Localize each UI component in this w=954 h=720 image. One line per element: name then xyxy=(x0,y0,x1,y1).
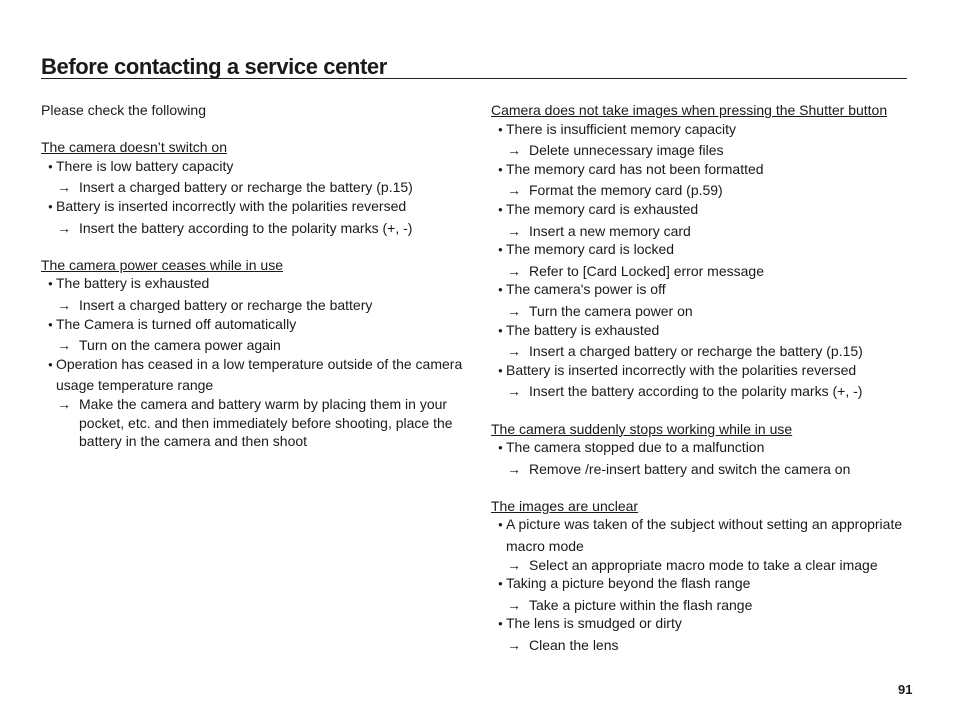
bullet-icon xyxy=(498,614,502,636)
fix-item xyxy=(491,141,911,160)
bullet-icon xyxy=(498,120,502,142)
fix-item xyxy=(41,336,471,355)
cause-item xyxy=(491,321,911,343)
cause-text: There is insufficient memory capacity xyxy=(506,120,737,137)
arrow-right-icon: → xyxy=(507,637,521,654)
fix-text: Insert a charged battery or recharge the battery (p.15) xyxy=(529,343,863,360)
right-column xyxy=(491,101,911,655)
cause-text: The memory card is locked xyxy=(506,241,675,258)
cause-item xyxy=(491,614,911,636)
fix-text: Refer to [Card Locked] error message xyxy=(529,262,764,279)
cause-text-continued: usage temperature range xyxy=(56,377,214,394)
fix-item xyxy=(491,556,911,575)
fix-text-continued: pocket, etc. and then immediately before shooting, place the xyxy=(79,414,453,431)
arrow-right-icon: → xyxy=(507,302,521,319)
cause-item xyxy=(41,315,471,337)
cause-item xyxy=(41,157,471,179)
cause-item xyxy=(491,120,911,142)
fix-item xyxy=(41,395,471,414)
cause-text-continued: macro mode xyxy=(506,538,584,555)
cause-text: The memory card is exhausted xyxy=(506,200,699,217)
cause-text: Taking a picture beyond the flash range xyxy=(506,575,751,592)
arrow-right-icon: → xyxy=(57,179,71,196)
cause-item xyxy=(491,280,911,302)
fix-item xyxy=(41,219,471,238)
fix-item xyxy=(491,382,911,401)
fix-item xyxy=(41,296,471,315)
arrow-right-icon: → xyxy=(507,556,521,573)
fix-text: Format the memory card (p.59) xyxy=(529,182,723,199)
arrow-right-icon: → xyxy=(57,296,71,313)
cause-text: A picture was taken of the subject without setting an appropriate xyxy=(506,516,903,533)
fix-item xyxy=(491,636,911,655)
cause-text: The battery is exhausted xyxy=(56,275,210,292)
cause-text: There is low battery capacity xyxy=(56,157,234,174)
fix-text: Turn on the camera power again xyxy=(79,337,281,354)
fix-text: Remove /re-insert battery and switch the camera on xyxy=(529,460,851,477)
fix-item xyxy=(491,181,911,200)
fix-item xyxy=(491,460,911,479)
section-heading: The camera doesn’t switch on xyxy=(41,139,227,156)
cause-item xyxy=(491,160,911,182)
spacer xyxy=(41,237,471,256)
cause-text: The camera stopped due to a malfunction xyxy=(506,439,765,456)
arrow-right-icon: → xyxy=(57,395,71,412)
title-rule xyxy=(41,78,907,79)
arrow-right-icon: → xyxy=(507,596,521,613)
cause-text: The camera's power is off xyxy=(506,281,666,298)
fix-text: Insert a charged battery or recharge the battery (p.15) xyxy=(79,179,413,196)
bullet-icon xyxy=(498,574,502,596)
arrow-right-icon: → xyxy=(507,383,521,400)
bullet-icon xyxy=(498,361,502,383)
arrow-right-icon: → xyxy=(57,219,71,236)
fix-item xyxy=(491,222,911,241)
arrow-right-icon: → xyxy=(507,142,521,159)
fix-text: Insert the battery according to the polarity marks (+, -) xyxy=(79,219,413,236)
fix-item xyxy=(491,342,911,361)
section-heading: The camera power ceases while in use xyxy=(41,256,284,273)
fix-text: Insert a new memory card xyxy=(529,222,691,239)
cause-item xyxy=(491,200,911,222)
arrow-right-icon: → xyxy=(507,343,521,360)
bullet-icon xyxy=(498,200,502,222)
cause-item xyxy=(41,355,471,377)
arrow-right-icon: → xyxy=(507,222,521,239)
fix-text: Take a picture within the flash range xyxy=(529,596,753,613)
left-column xyxy=(41,101,471,451)
cause-item xyxy=(491,574,911,596)
spacer xyxy=(491,401,911,420)
arrow-right-icon: → xyxy=(57,337,71,354)
bullet-icon xyxy=(498,240,502,262)
section-heading: Camera does not take images when pressing the Shutter button xyxy=(491,102,888,118)
bullet-icon xyxy=(48,157,52,179)
fix-text: Delete unnecessary image files xyxy=(529,142,724,159)
fix-text-continued: battery in the camera and then shoot xyxy=(79,433,308,450)
arrow-right-icon: → xyxy=(507,460,521,477)
bullet-icon xyxy=(498,438,502,460)
fix-item xyxy=(491,262,911,281)
bullet-icon xyxy=(498,280,502,302)
spacer xyxy=(491,478,911,497)
fix-text: Insert a charged battery or recharge the battery xyxy=(79,296,373,313)
fix-text: Select an appropriate macro mode to take a clear image xyxy=(529,556,878,573)
fix-item xyxy=(41,178,471,197)
fix-text: Make the camera and battery warm by placing them in your xyxy=(79,395,448,412)
cause-text: Battery is inserted incorrectly with the polarities reversed xyxy=(56,197,407,214)
cause-item xyxy=(41,197,471,219)
fix-item xyxy=(491,596,911,615)
cause-item xyxy=(491,515,911,537)
cause-text: Battery is inserted incorrectly with the polarities reversed xyxy=(506,361,857,378)
cause-text: Operation has ceased in a low temperature outside of the camera xyxy=(56,355,463,372)
cause-text: The lens is smudged or dirty xyxy=(506,615,682,632)
cause-text: The Camera is turned off automatically xyxy=(56,315,297,332)
page-number: 91 xyxy=(898,682,913,697)
fix-item xyxy=(491,302,911,321)
fix-text: Clean the lens xyxy=(529,637,619,654)
bullet-icon xyxy=(498,321,502,343)
page-title: Before contacting a service center xyxy=(41,54,387,79)
bullet-icon xyxy=(48,197,52,219)
section-heading: The images are unclear xyxy=(491,497,639,514)
cause-item xyxy=(491,240,911,262)
fix-text: Turn the camera power on xyxy=(529,302,693,319)
intro-text: Please check the following xyxy=(41,102,206,118)
cause-item xyxy=(491,361,911,383)
cause-text: The memory card has not been formatted xyxy=(506,160,764,177)
cause-item xyxy=(491,438,911,460)
bullet-icon xyxy=(48,315,52,337)
bullet-icon xyxy=(48,355,52,377)
cause-item xyxy=(41,274,471,296)
arrow-right-icon: → xyxy=(507,182,521,199)
spacer xyxy=(41,120,471,139)
bullet-icon xyxy=(498,515,502,537)
arrow-right-icon: → xyxy=(507,262,521,279)
section-heading: The camera suddenly stops working while in use xyxy=(491,420,793,437)
bullet-icon xyxy=(48,274,52,296)
cause-text: The battery is exhausted xyxy=(506,321,660,338)
bullet-icon xyxy=(498,160,502,182)
fix-text: Insert the battery according to the polarity marks (+, -) xyxy=(529,383,863,400)
